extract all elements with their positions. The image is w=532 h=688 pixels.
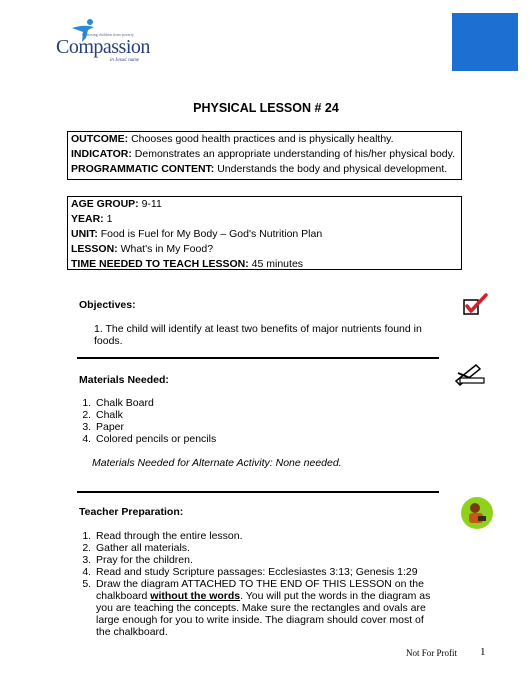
year-line	[71, 212, 461, 227]
materials-heading: Materials Needed:	[79, 374, 169, 386]
list-item: 1. Chalk Board	[94, 397, 424, 409]
logo-wordmark: Compassion	[56, 36, 150, 58]
section-divider	[77, 357, 439, 359]
list-item: 1. Read through the entire lesson.	[94, 530, 434, 542]
content-value: Understands the body and physical development.	[214, 163, 448, 175]
prep-heading: Teacher Preparation:	[79, 506, 184, 518]
teacher-icon	[460, 496, 494, 535]
unit-label: UNIT:	[71, 228, 98, 240]
list-item: 4. Colored pencils or pencils	[94, 433, 424, 445]
list-item: 3. Pray for the children.	[94, 554, 434, 566]
pencil-ruler-icon	[454, 361, 486, 392]
lesson-info-box	[67, 196, 462, 270]
logo-tagline: Releasing children from poverty	[82, 32, 134, 37]
lesson-value: What's in My Food?	[117, 243, 214, 255]
year-value: 1	[103, 213, 113, 225]
materials-list	[76, 397, 424, 445]
indicator-label: INDICATOR:	[71, 148, 132, 160]
list-item	[94, 578, 434, 638]
prep-item5-part2: . You will put the words in the diagram as you are teaching the concepts. Make sure the rectangles and ovals are large enough for you to write inside. The diagram should cover most of the chalkboard.	[96, 590, 431, 638]
content-line	[71, 162, 461, 177]
objectives-text: 1. The child will identify at least two benefits of major nutrients found in foods.	[94, 323, 422, 347]
lesson-line	[71, 242, 461, 257]
time-line	[71, 257, 461, 272]
objectives-heading: Objectives:	[79, 299, 136, 311]
outcome-label: OUTCOME:	[71, 133, 129, 145]
outcome-value: Chooses good health practices and is physically healthy.	[128, 133, 394, 145]
indicator-value: Demonstrates an appropriate understanding of his/her physical body.	[131, 148, 456, 160]
prep-item5-part1: Draw the diagram ATTACHED TO THE END OF THIS LESSON on the chalkboard	[96, 578, 424, 602]
age-line	[71, 197, 461, 212]
age-value: 9-11	[138, 198, 162, 210]
indicator-line	[71, 147, 461, 162]
outcome-line	[71, 132, 461, 147]
list-item: 2. Chalk	[94, 409, 424, 421]
age-label: AGE GROUP:	[71, 198, 139, 210]
list-item: 4. Read and study Scripture passages: Ecclesiastes 3:13; Genesis 1:29	[94, 566, 434, 578]
alternate-materials: Materials Needed for Alternate Activity: None needed.	[92, 457, 342, 469]
prep-item5-emphasis: without the words	[150, 590, 241, 602]
time-value: 45 minutes	[248, 258, 304, 270]
list-item: 2. Gather all materials.	[94, 542, 434, 554]
unit-value: Food is Fuel for My Body – God's Nutrition Plan	[97, 228, 323, 240]
year-label: YEAR:	[71, 213, 104, 225]
content-label: PROGRAMMATIC CONTENT:	[71, 163, 215, 175]
prep-list	[76, 530, 434, 638]
list-item: 3. Paper	[94, 421, 424, 433]
not-for-profit: Not For Profit	[406, 648, 458, 658]
page-title: PHYSICAL LESSON # 24	[193, 101, 339, 115]
lesson-label: LESSON:	[71, 243, 118, 255]
page-number: 1	[480, 646, 486, 658]
section-divider	[77, 491, 439, 493]
compassion-logo	[52, 18, 162, 68]
outcome-box	[67, 131, 462, 180]
time-label: TIME NEEDED TO TEACH LESSON:	[71, 258, 249, 270]
logo-subtitle: in Jesus' name	[110, 58, 140, 63]
unit-line	[71, 227, 461, 242]
blue-color-block	[452, 13, 518, 71]
checkbox-check-icon	[462, 292, 488, 323]
